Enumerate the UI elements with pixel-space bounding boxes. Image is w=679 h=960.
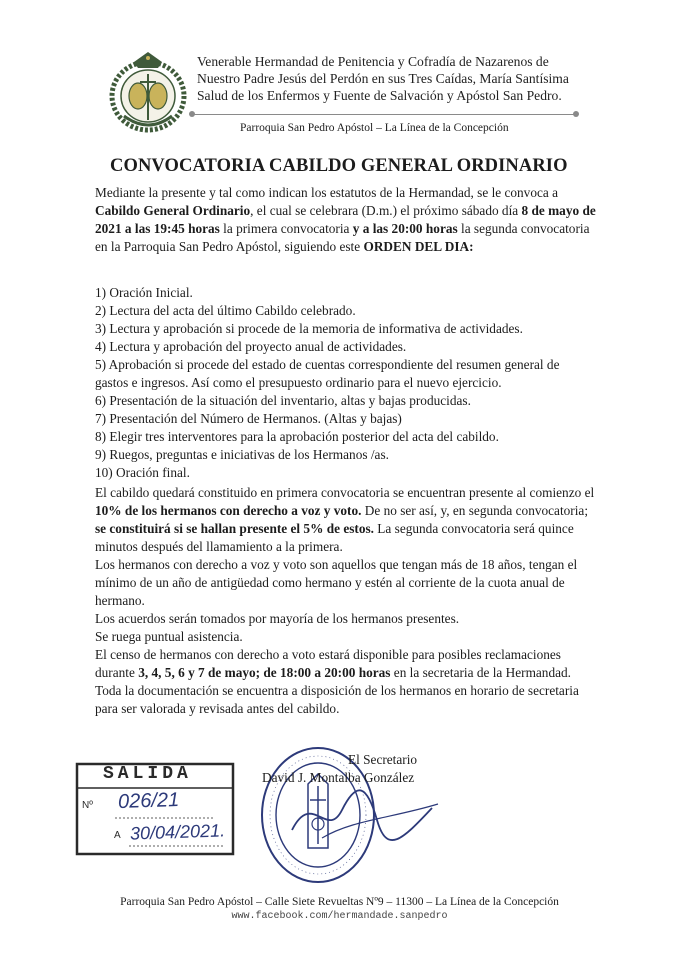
- closing-paragraph: [95, 556, 600, 610]
- text-run: Los hermanos con derecho a voz y voto son aquellos que tengan más de 18 años, tengan el mínimo de un año de antigüedad como hermano y estén al corriente de la cuota anual de hermano.: [95, 557, 578, 608]
- closing-paragraph: [95, 646, 600, 682]
- agenda-item: 6) Presentación de la situación del inventario, altas y bajas producidas.: [95, 393, 471, 408]
- brotherhood-crest-logo: [104, 50, 192, 134]
- closing-paragraph: [95, 628, 600, 646]
- document-title: CONVOCATORIA CABILDO GENERAL ORDINARIO: [110, 156, 568, 176]
- closing-paragraph: [95, 484, 600, 556]
- stamp-date: 30/04/2021.: [129, 820, 226, 844]
- bold-text-run: 8 de mayo de 2021 a las 19:45 horas: [95, 203, 596, 236]
- agenda-item: 4) Lectura y aprobación del proyecto anual de actividades.: [95, 339, 407, 354]
- text-run: Se ruega puntual asistencia.: [95, 629, 243, 644]
- text-run: Toda la documentación se encuentra a disposición de los hermanos en horario de secretaria para ser valorada y revisada antes del cabildo.: [95, 683, 579, 716]
- text-run: la primera convocatoria: [219, 221, 353, 236]
- text-run: El censo de hermanos con derecho a voto estará disponible para posibles reclamaciones durante: [95, 647, 561, 680]
- bold-text-run: y a las 20:00 horas: [352, 221, 458, 236]
- stamp-title: SALIDA: [103, 764, 192, 784]
- bold-text-run: Cabildo General Ordinario: [95, 203, 251, 218]
- agenda-item: 1) Oración Inicial.: [95, 285, 193, 300]
- agenda-item: 10) Oración final.: [95, 465, 190, 480]
- intro-paragraph: [95, 184, 600, 256]
- agenda-list: [95, 284, 600, 482]
- secretary-signature: [282, 780, 442, 850]
- text-run: la segunda convocatoria en la Parroquia San Pedro Apóstol, siguiendo este: [95, 221, 590, 254]
- parish-subtitle: Parroquia San Pedro Apóstol – La Línea de la Concepción: [240, 122, 509, 134]
- closing-paragraphs: [95, 484, 600, 718]
- secretary-role: El Secretario: [348, 752, 418, 767]
- text-run: en la secretaria de la Hermandad.: [390, 665, 571, 680]
- agenda-item: 8) Elegir tres interventores para la aprobación posterior del acta del cabildo.: [95, 429, 499, 444]
- text-run: El cabildo quedará constituido en primera convocatoria se encuentran presente al comienzo el: [95, 485, 595, 500]
- closing-paragraph: [95, 610, 600, 628]
- text-run: , el cual se celebrara (D.m.) el próximo sábado día: [250, 203, 522, 218]
- header-divider: [192, 114, 576, 115]
- header-line-1: Venerable Hermandad de Penitencia y Cofradía de Nazarenos de: [197, 54, 549, 69]
- text-run: Los acuerdos serán tomados por mayoría de los hermanos presentes.: [95, 611, 460, 626]
- agenda-item: 3) Lectura y aprobación si procede de la memoria de informativa de actividades.: [95, 321, 523, 336]
- bold-text-run: se constituirá si se hallan presente el 5% de estos.: [95, 521, 374, 536]
- text-run: Mediante la presente y tal como indican los estatutos de la Hermandad, se le convoca a: [95, 185, 559, 200]
- text-run: La segunda convocatoria será quince minutos después del llamamiento a la primera.: [95, 521, 574, 554]
- divider-dot-left: [189, 111, 195, 117]
- agenda-item: gastos e ingresos. Así como el presupuesto ordinario para el nuevo ejercicio.: [95, 375, 502, 390]
- stamp-number-prefix: Nº: [82, 800, 93, 811]
- stamp-date-prefix: A: [114, 830, 121, 841]
- agenda-item: 2) Lectura del acta del último Cabildo celebrado.: [95, 303, 356, 318]
- footer-address: Parroquia San Pedro Apóstol – Calle Siete Revueltas Nº9 – 11300 – La Línea de la Concepción: [120, 896, 559, 908]
- agenda-item: 9) Ruegos, preguntas e iniciativas de los Hermanos /as.: [95, 447, 389, 462]
- stamp-number: 026/21: [117, 788, 180, 814]
- text-run: De no ser así, y, en segunda convocatoria;: [361, 503, 589, 518]
- footer-web-link[interactable]: www.facebook.com/hermandade.sanpedro: [231, 911, 448, 922]
- header-line-2: Nuestro Padre Jesús del Perdón en sus Tres Caídas, María Santísima: [197, 71, 569, 86]
- secretary-name: David J. Montalba González: [262, 770, 415, 785]
- agenda-item: 7) Presentación del Número de Hermanos. (Altas y bajas): [95, 411, 402, 426]
- bold-text-run: ORDEN DEL DIA:: [363, 239, 474, 254]
- bold-text-run: 10% de los hermanos con derecho a voz y voto.: [95, 503, 362, 518]
- closing-paragraph: [95, 682, 600, 718]
- header-line-3: Salud de los Enfermos y Fuente de Salvación y Apóstol San Pedro.: [197, 88, 562, 103]
- bold-text-run: 3, 4, 5, 6 y 7 de mayo; de 18:00 a 20:00 horas: [138, 665, 391, 680]
- divider-dot-right: [573, 111, 579, 117]
- agenda-item: 5) Aprobación si procede del estado de cuentas correspondiente del resumen general de: [95, 357, 560, 372]
